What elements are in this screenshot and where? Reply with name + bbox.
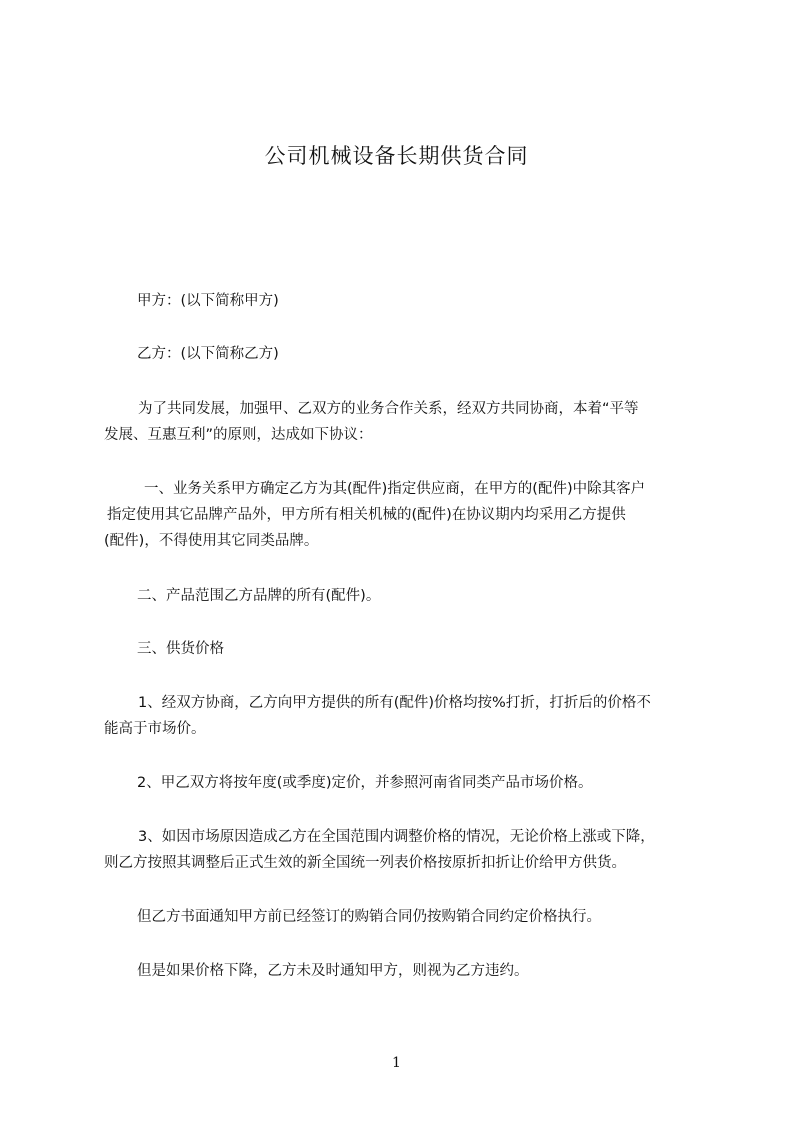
clause-1-paragraph (104, 476, 704, 554)
clause-3-item-2 (137, 770, 737, 796)
clause-3-item-1 (104, 690, 704, 742)
text-line: (配件)，不得使用其它同类品牌。 (104, 533, 319, 549)
text-line: 但是如果价格下降，乙方未及时通知甲方，则视为乙方违约。 (137, 963, 529, 979)
contract-title: 公司机械设备长期供货合同 (264, 144, 529, 168)
text-line: 能高于市场价。 (104, 721, 206, 737)
page-number: 1 (392, 1055, 401, 1071)
text-line: 3、如因市场原因造成乙方在全国范围内调整价格的情况，无论价格上涨或下降， (138, 829, 655, 845)
text-line: 发展、互惠互利”的原则，达成如下协议： (104, 427, 373, 443)
clause-3-item-3 (104, 824, 704, 876)
text-line: 则乙方按照其调整后正式生效的新全国统一列表价格按原折扣折让价给甲方供货。 (104, 855, 626, 871)
text-line: 乙方：(以下简称乙方) (137, 346, 279, 362)
text-line: 二、产品范围乙方品牌的所有(配件)。 (137, 588, 381, 604)
notice-paragraph (137, 904, 737, 930)
text-line: 指定使用其它品牌产品外，甲方所有相关机械的(配件)在协议期内均采用乙方提供 (107, 507, 626, 523)
preamble-paragraph (104, 396, 704, 448)
text-line: 为了共同发展，加强甲、乙双方的业务合作关系，经双方共同协商，本着“平等 (138, 401, 639, 417)
text-line: 2、甲乙双方将按年度(或季度)定价，并参照河南省同类产品市场价格。 (137, 775, 593, 791)
party-b-line (137, 341, 737, 367)
party-a-line (137, 288, 737, 314)
breach-paragraph (137, 958, 737, 984)
text-line: 一、业务关系甲方确定乙方为其(配件)指定供应商，在甲方的(配件)中除其客户 (144, 481, 646, 497)
clause-2-paragraph (137, 583, 737, 609)
text-line: 1、经双方协商，乙方向甲方提供的所有(配件)价格均按%打折，打折后的价格不 (138, 695, 651, 711)
text-line: 但乙方书面通知甲方前已经签订的购销合同仍按购销合同约定价格执行。 (137, 909, 601, 925)
clause-3-heading (137, 636, 737, 662)
text-line: 甲方：(以下简称甲方) (137, 293, 279, 309)
text-line: 三、供货价格 (137, 641, 224, 657)
